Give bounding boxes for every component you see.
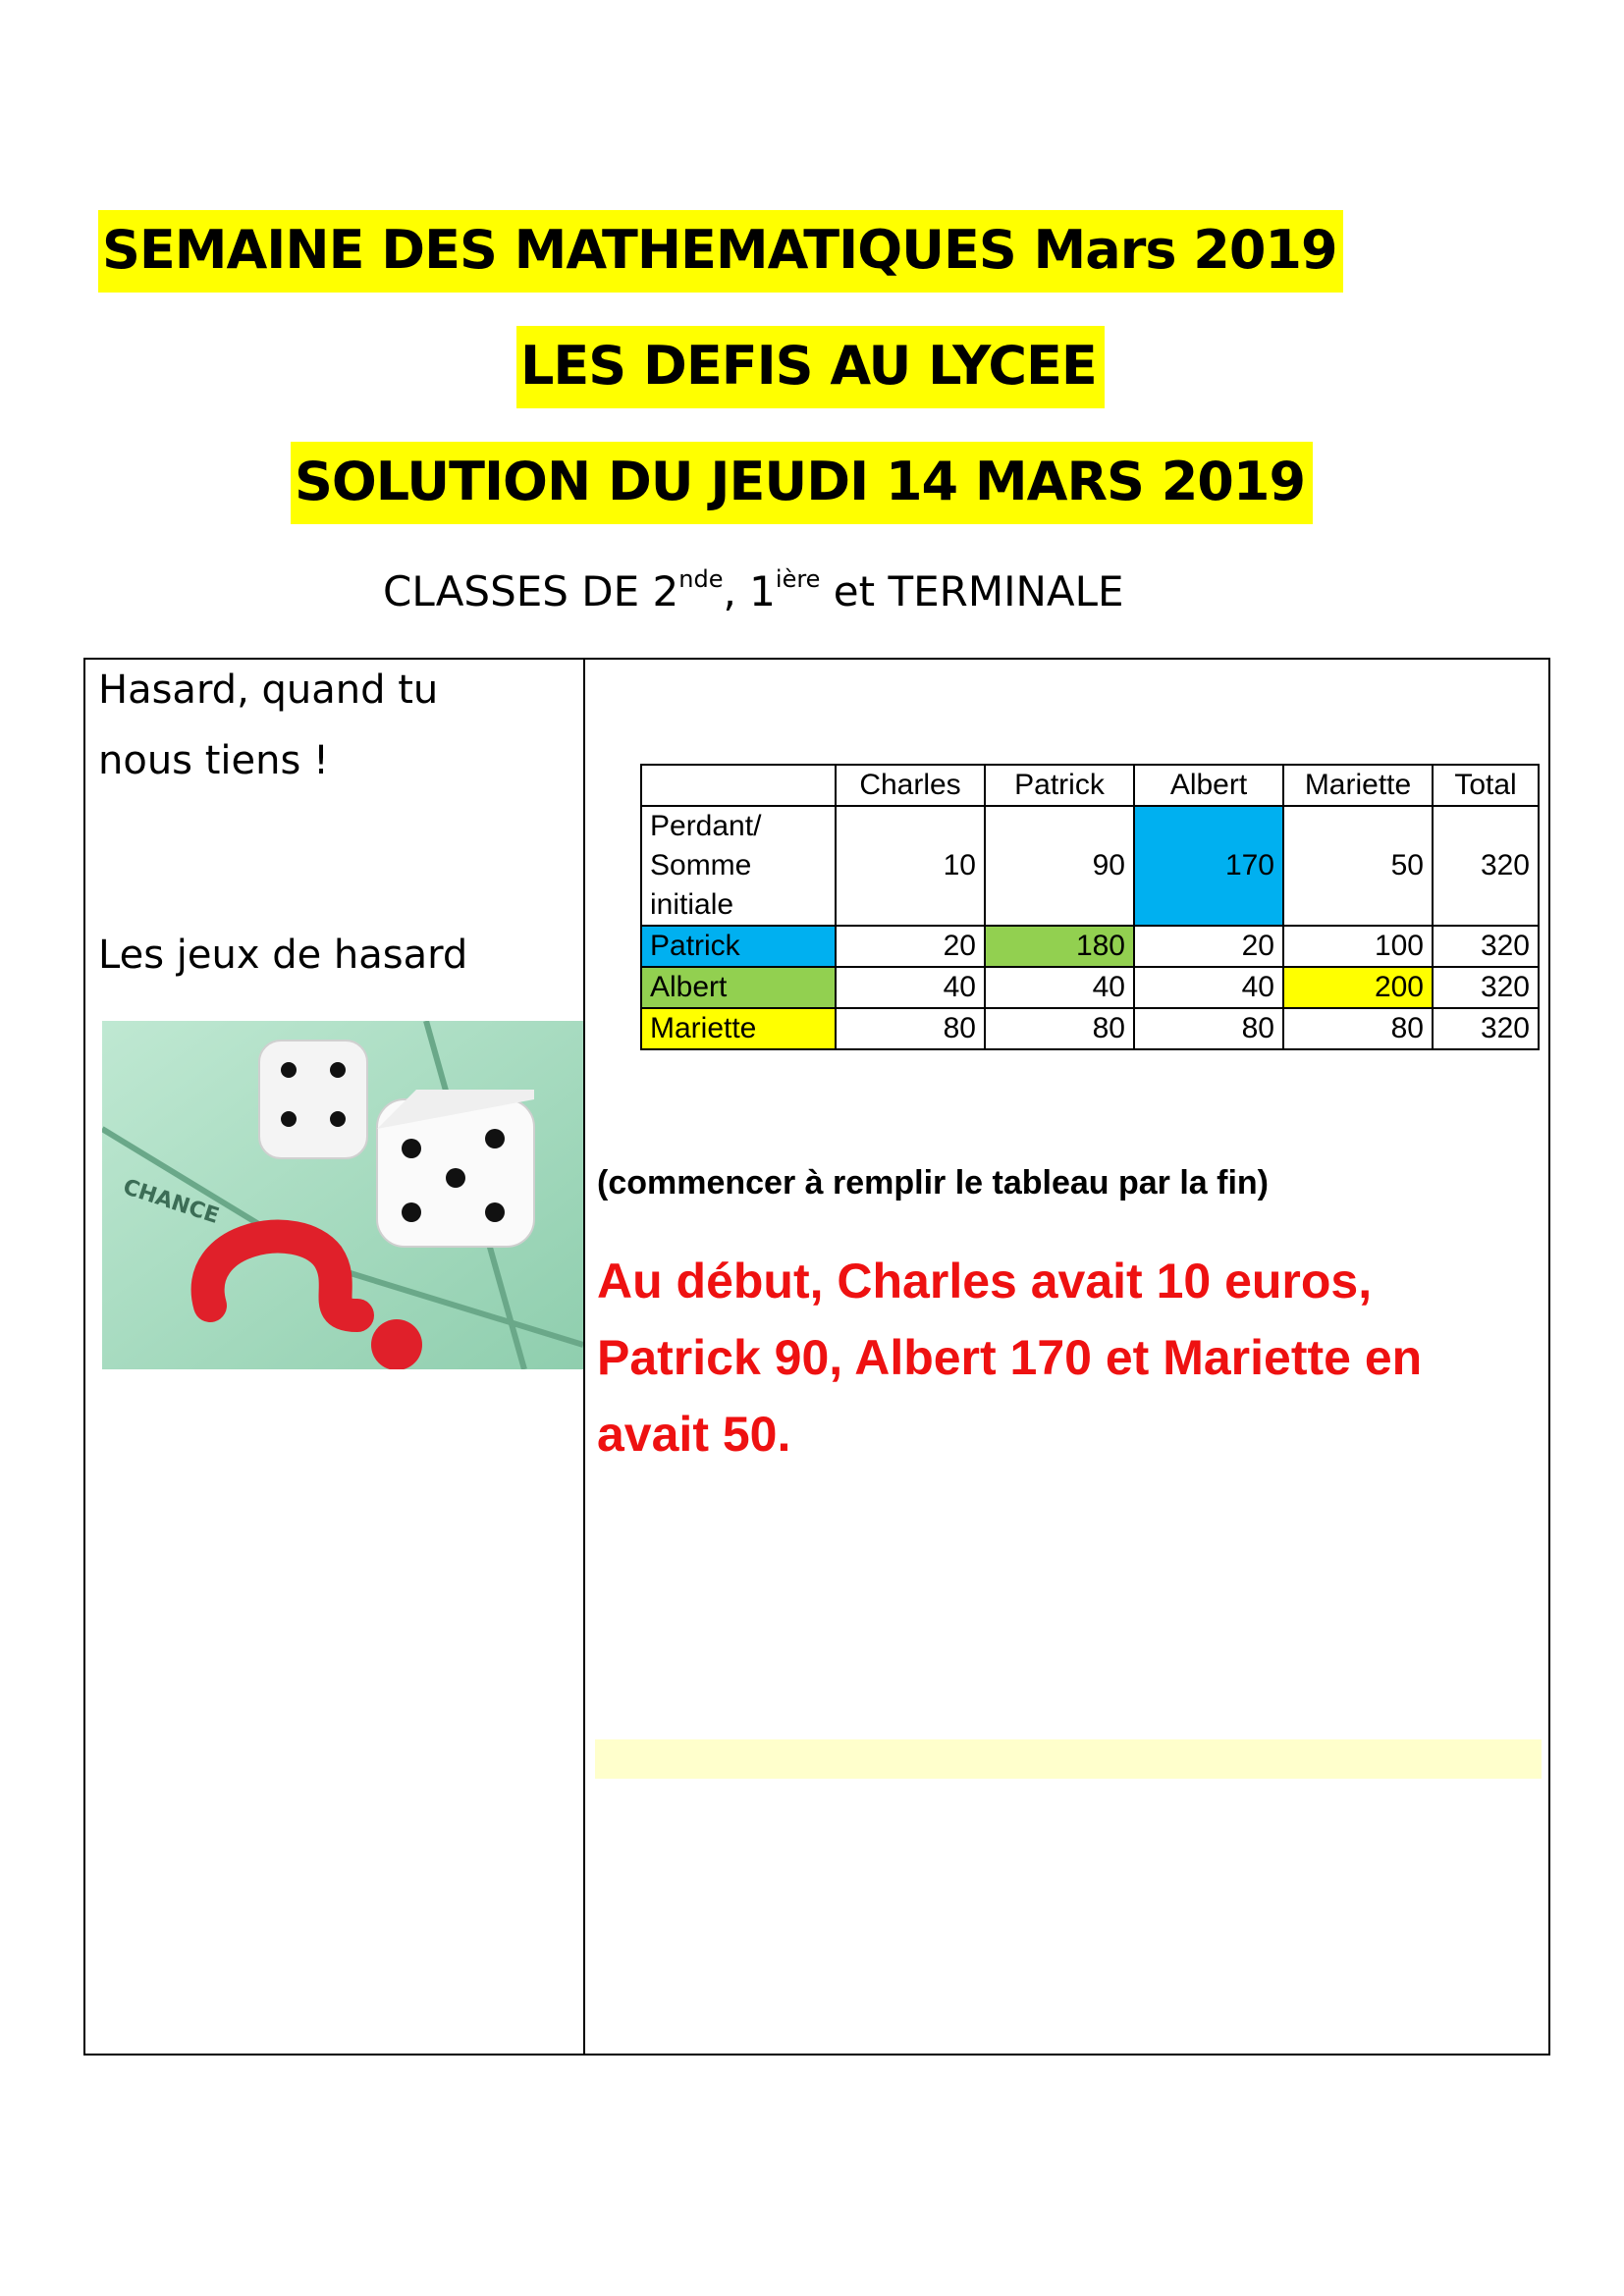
dice-image — [102, 1021, 583, 1369]
table-row — [641, 1008, 1539, 1049]
table-cell-highlight-blue: 170 — [1134, 806, 1283, 926]
table-cell: 100 — [1283, 926, 1433, 967]
table-cell: 80 — [836, 1008, 985, 1049]
instruction-note: (commencer à remplir le tableau par la fin) — [597, 1164, 1270, 1201]
left-subheading: Les jeux de hasard — [98, 933, 468, 978]
table-cell: 10 — [836, 806, 985, 926]
table-cell-highlight-green: 180 — [985, 926, 1134, 967]
solution-answer: Au début, Charles avait 10 euros, Patrick 90, Albert 170 et Mariette en avait 50. — [597, 1254, 1423, 1462]
table-cell: 80 — [1134, 1008, 1283, 1049]
title-line-2: LES DEFIS AU LYCEE — [516, 326, 1105, 408]
table-row — [641, 967, 1539, 1008]
row-label: Patrick — [641, 926, 836, 967]
title-line-1: SEMAINE DES MATHEMATIQUES Mars 2019 — [98, 210, 1343, 293]
table-cell: 80 — [985, 1008, 1134, 1049]
left-heading-line-2: nous tiens ! — [98, 738, 330, 783]
table-cell: 20 — [836, 926, 985, 967]
table-row — [641, 926, 1539, 967]
row-label: Perdant/ Somme initiale — [641, 806, 836, 926]
table-cell: 320 — [1433, 1008, 1539, 1049]
table-header-cell: Charles — [836, 765, 985, 806]
table-header-cell — [641, 765, 836, 806]
table-cell: 40 — [1134, 967, 1283, 1008]
table-cell: 90 — [985, 806, 1134, 926]
table-row — [641, 806, 1539, 926]
table-cell: 40 — [985, 967, 1134, 1008]
title-line-3: SOLUTION DU JEUDI 14 MARS 2019 — [291, 442, 1313, 524]
table-header-cell: Mariette — [1283, 765, 1433, 806]
left-heading-line-1: Hasard, quand tu — [98, 667, 439, 713]
table-cell: 20 — [1134, 926, 1283, 967]
table-cell: 50 — [1283, 806, 1433, 926]
column-divider — [583, 658, 585, 2056]
table-header-cell: Patrick — [985, 765, 1134, 806]
solution-table — [640, 764, 1540, 1050]
row-label: Albert — [641, 967, 836, 1008]
classes-subtitle: CLASSES DE 2nde, $1^{ière}$ et TERMINALE — [383, 565, 1124, 615]
table-cell: 320 — [1433, 806, 1539, 926]
row-label: Mariette — [641, 1008, 836, 1049]
table-cell-highlight-yellow: 200 — [1283, 967, 1433, 1008]
table-cell: 320 — [1433, 926, 1539, 967]
table-header-cell: Albert — [1134, 765, 1283, 806]
table-header-row — [641, 765, 1539, 806]
die-back — [259, 1041, 367, 1158]
table-cell: 320 — [1433, 967, 1539, 1008]
table-cell: 80 — [1283, 1008, 1433, 1049]
table-header-cell: Total — [1433, 765, 1539, 806]
die-front — [377, 1090, 534, 1247]
highlight-bar — [595, 1739, 1542, 1779]
chance-label: CHANCE — [120, 1174, 223, 1229]
table-cell: 40 — [836, 967, 985, 1008]
